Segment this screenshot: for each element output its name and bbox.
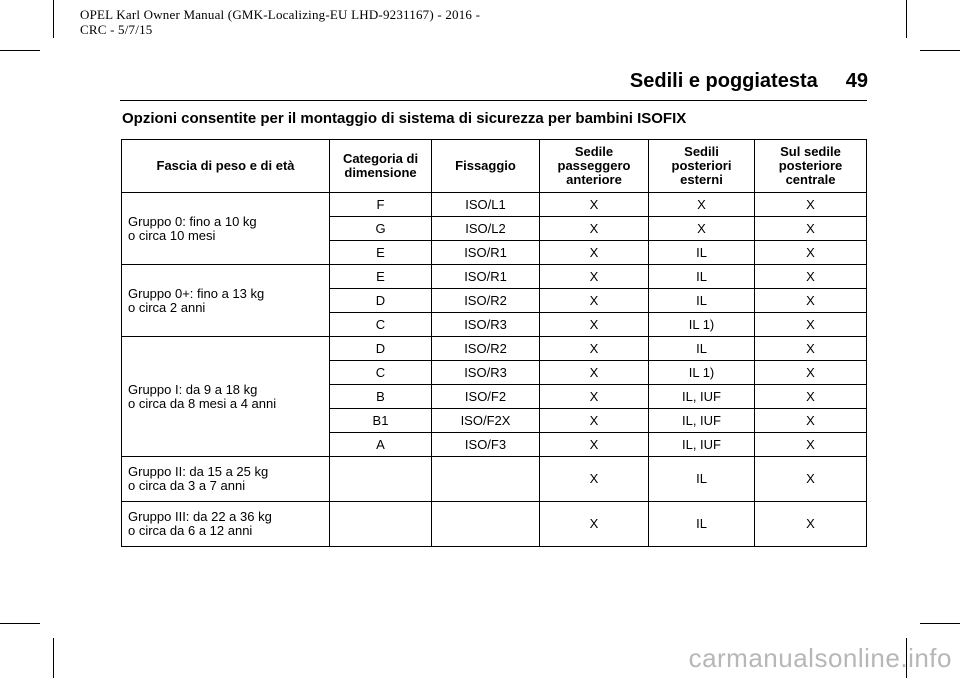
- front-passenger-cell: X: [540, 385, 649, 409]
- rear-center-cell: X: [755, 385, 867, 409]
- front-passenger-cell: X: [540, 337, 649, 361]
- fixture-cell: ISO/R1: [432, 241, 540, 265]
- rear-outboard-cell: IL: [649, 457, 755, 502]
- fixture-cell: [432, 457, 540, 502]
- front-passenger-cell: X: [540, 241, 649, 265]
- crop-mark: [0, 623, 40, 624]
- fixture-cell: ISO/L1: [432, 193, 540, 217]
- fixture-cell: ISO/R2: [432, 337, 540, 361]
- crop-mark: [0, 50, 40, 51]
- group-label: Gruppo III: da 22 a 36 kg: [128, 509, 272, 524]
- rear-outboard-cell: IL 1): [649, 313, 755, 337]
- rear-center-cell: X: [755, 337, 867, 361]
- fixture-cell: ISO/R3: [432, 361, 540, 385]
- front-passenger-cell: X: [540, 193, 649, 217]
- table-row: [122, 193, 867, 217]
- table-header-row: [122, 140, 867, 193]
- isofix-table: [121, 139, 867, 547]
- front-passenger-cell: X: [540, 289, 649, 313]
- size-class-cell: C: [330, 313, 432, 337]
- front-passenger-cell: X: [540, 313, 649, 337]
- front-passenger-cell: X: [540, 217, 649, 241]
- rear-outboard-cell: IL, IUF: [649, 409, 755, 433]
- running-head: [630, 70, 868, 93]
- front-passenger-cell: X: [540, 433, 649, 457]
- table-row: [122, 265, 867, 289]
- table-row: [122, 337, 867, 361]
- group-age: o circa da 6 a 12 anni: [128, 523, 253, 538]
- size-class-cell: D: [330, 337, 432, 361]
- column-header: Sedili posteriori esterni: [649, 140, 755, 193]
- rear-outboard-cell: IL: [649, 502, 755, 547]
- page-number: 49: [845, 70, 868, 92]
- group-label: Gruppo II: da 15 a 25 kg: [128, 464, 269, 479]
- table-row: [122, 457, 867, 502]
- column-header: Fascia di peso e di età: [122, 140, 330, 193]
- print-metadata: [80, 7, 480, 37]
- fixture-cell: ISO/F3: [432, 433, 540, 457]
- size-class-cell: F: [330, 193, 432, 217]
- rear-outboard-cell: IL: [649, 337, 755, 361]
- rear-center-cell: X: [755, 241, 867, 265]
- fixture-cell: ISO/F2: [432, 385, 540, 409]
- group-label: Gruppo 0: fino a 10 kg: [128, 213, 257, 229]
- rear-outboard-cell: IL: [649, 265, 755, 289]
- group-label: Gruppo 0+: fino a 13 kg: [128, 285, 265, 301]
- size-class-cell: [330, 502, 432, 547]
- fixture-cell: ISO/R2: [432, 289, 540, 313]
- group-age: o circa da 8 mesi a 4 anni: [128, 395, 277, 411]
- front-passenger-cell: X: [540, 361, 649, 385]
- column-header: Fissaggio: [432, 140, 540, 193]
- size-class-cell: B: [330, 385, 432, 409]
- size-class-cell: B1: [330, 409, 432, 433]
- size-class-cell: E: [330, 241, 432, 265]
- header-rule: [120, 100, 867, 101]
- print-metadata-line: OPEL Karl Owner Manual (GMK-Localizing-EU LHD-9231167) - 2016 -: [80, 7, 481, 22]
- rear-outboard-cell: IL, IUF: [649, 385, 755, 409]
- size-class-cell: E: [330, 265, 432, 289]
- fixture-cell: ISO/R1: [432, 265, 540, 289]
- rear-center-cell: X: [755, 409, 867, 433]
- rear-outboard-cell: IL 1): [649, 361, 755, 385]
- weight-group-cell: [122, 265, 330, 337]
- weight-group-cell: [122, 193, 330, 265]
- rear-center-cell: X: [755, 361, 867, 385]
- group-age: o circa 2 anni: [128, 299, 206, 315]
- crop-mark: [53, 0, 54, 38]
- column-header: Sul sedile posteriore centrale: [755, 140, 867, 193]
- group-age: o circa da 3 a 7 anni: [128, 478, 246, 493]
- table-title: Opzioni consentite per il montaggio di sistema di sicurezza per bambini ISOFIX: [122, 110, 687, 127]
- fixture-cell: [432, 502, 540, 547]
- section-name: Sedili e poggiatesta: [629, 70, 818, 92]
- rear-center-cell: X: [755, 265, 867, 289]
- size-class-cell: C: [330, 361, 432, 385]
- rear-center-cell: X: [755, 502, 867, 547]
- front-passenger-cell: X: [540, 457, 649, 502]
- crop-mark: [53, 638, 54, 678]
- fixture-cell: ISO/F2X: [432, 409, 540, 433]
- size-class-cell: G: [330, 217, 432, 241]
- column-header: Categoria di dimensione: [330, 140, 432, 193]
- rear-center-cell: X: [755, 313, 867, 337]
- column-header: Sedile passeggero anteriore: [540, 140, 649, 193]
- size-class-cell: D: [330, 289, 432, 313]
- weight-group-cell: [122, 457, 330, 502]
- front-passenger-cell: X: [540, 409, 649, 433]
- rear-center-cell: X: [755, 217, 867, 241]
- rear-center-cell: X: [755, 193, 867, 217]
- crop-mark: [920, 623, 960, 624]
- crop-mark: [906, 0, 907, 38]
- weight-group-cell: [122, 337, 330, 457]
- rear-outboard-cell: IL, IUF: [649, 433, 755, 457]
- front-passenger-cell: X: [540, 265, 649, 289]
- weight-group-cell: [122, 502, 330, 547]
- print-metadata-line: CRC - 5/7/15: [80, 22, 153, 37]
- size-class-cell: A: [330, 433, 432, 457]
- rear-outboard-cell: X: [649, 217, 755, 241]
- watermark: carmanualsonline.info: [688, 643, 952, 673]
- group-label: Gruppo I: da 9 a 18 kg: [128, 381, 258, 397]
- group-age: o circa 10 mesi: [128, 227, 216, 243]
- fixture-cell: ISO/R3: [432, 313, 540, 337]
- rear-outboard-cell: IL: [649, 241, 755, 265]
- fixture-cell: ISO/L2: [432, 217, 540, 241]
- rear-center-cell: X: [755, 289, 867, 313]
- crop-mark: [920, 50, 960, 51]
- size-class-cell: [330, 457, 432, 502]
- rear-outboard-cell: X: [649, 193, 755, 217]
- rear-center-cell: X: [755, 457, 867, 502]
- rear-center-cell: X: [755, 433, 867, 457]
- rear-outboard-cell: IL: [649, 289, 755, 313]
- table-row: [122, 502, 867, 547]
- front-passenger-cell: X: [540, 502, 649, 547]
